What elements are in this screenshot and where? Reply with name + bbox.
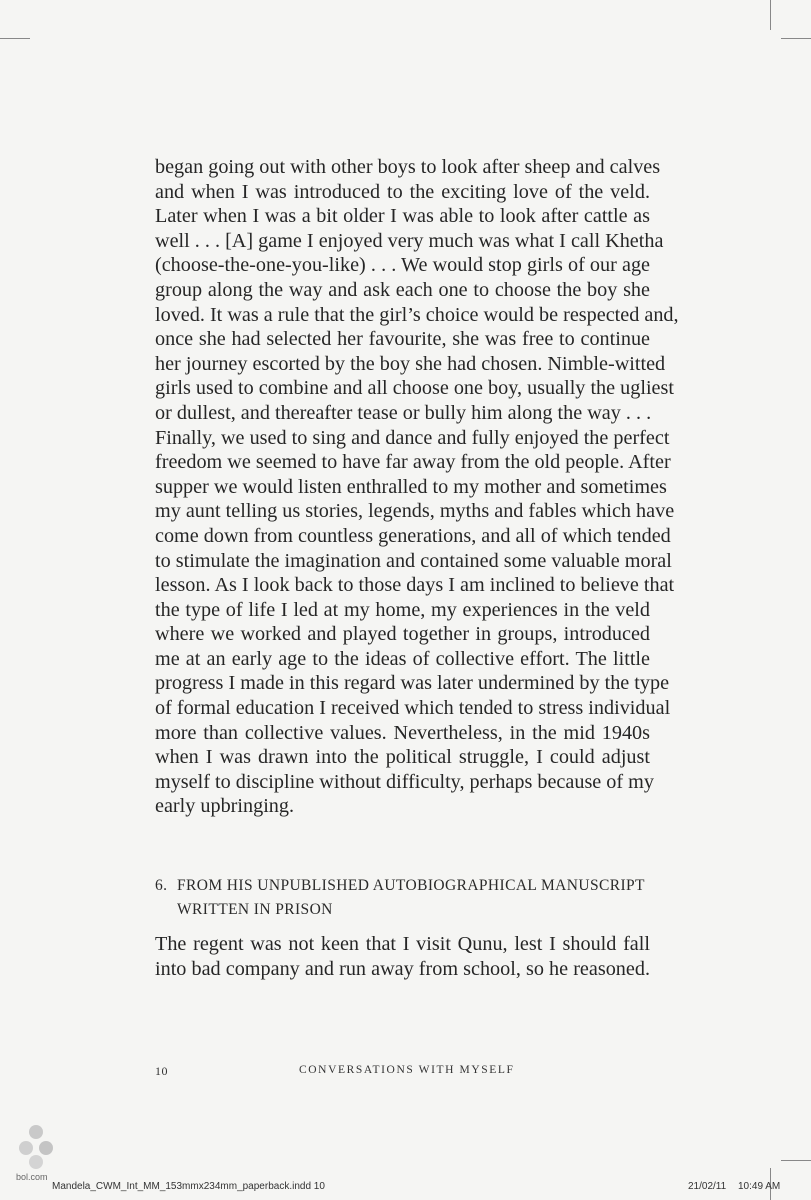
text-line: began going out with other boys to look after sheep and calves: [155, 156, 661, 178]
bol-logo-icon: [14, 1120, 58, 1172]
text-line: my aunt telling us stories, legends, myths and fables which have: [155, 500, 675, 523]
section-title-line: WRITTEN IN PRISON: [177, 901, 333, 918]
section-heading: [155, 874, 650, 922]
text-line: lesson. As I look back to those days I am inclined to believe that: [155, 574, 675, 597]
text-line: when I was drawn into the political struggle, I could adjust: [155, 746, 650, 769]
text-line: into bad company and run away from school, so he reasoned.: [155, 957, 650, 980]
crop-mark: [781, 1160, 811, 1161]
body-paragraph: [155, 932, 650, 981]
text-line: her journey escorted by the boy she had chosen. Nimble-witted: [155, 352, 666, 375]
running-title: CONVERSATIONS WITH MYSELF: [299, 1064, 515, 1076]
text-line: (choose-the-one-you-like) . . . We would stop girls of our age: [155, 254, 650, 277]
text-line: loved. It was a rule that the girl’s choice would be respected and,: [155, 303, 679, 326]
text-line: where we worked and played together in groups, introduced: [155, 623, 650, 646]
section-number: 6.: [155, 877, 168, 894]
text-line: to stimulate the imagination and contained some valuable moral: [155, 549, 672, 572]
text-line: of formal education I received which tended to stress individual: [155, 697, 671, 720]
text-line: the type of life I led at my home, my experiences in the veld: [155, 598, 650, 621]
section-title-line: FROM HIS UNPUBLISHED AUTOBIOGRAPHICAL MANUSCRIPT: [177, 877, 645, 894]
text-line: Finally, we used to sing and dance and fully enjoyed the perfect: [155, 426, 670, 449]
text-line: freedom we seemed to have far away from the old people. After: [155, 451, 671, 474]
text-line: Later when I was a bit older I was able to look after cattle as: [155, 205, 650, 228]
text-line: group along the way and ask each one to choose the boy she: [155, 278, 650, 301]
text-line: more than collective values. Nevertheless, in the mid 1940s: [155, 721, 650, 744]
text-line: or dullest, and thereafter tease or bully him along the way . . .: [155, 401, 652, 424]
text-line: The regent was not keen that I visit Qunu, lest I should fall: [155, 933, 650, 955]
text-line: supper we would listen enthralled to my mother and sometimes: [155, 475, 667, 498]
text-line: come down from countless generations, and all of which tended: [155, 524, 671, 547]
text-line: me at an early age to the ideas of collective effort. The little: [155, 647, 650, 670]
text-line: once she had selected her favourite, she was free to continue: [155, 328, 650, 351]
crop-mark: [770, 0, 771, 30]
crop-mark: [0, 38, 30, 39]
logo-text: bol.com: [16, 1172, 48, 1182]
text-line: myself to discipline without difficulty, perhaps because of my: [155, 770, 654, 793]
text-line: and when I was introduced to the exciting love of the veld.: [155, 180, 650, 203]
text-line: well . . . [A] game I enjoyed very much was what I call Khetha: [155, 229, 664, 252]
slug-date: 21/02/11: [688, 1181, 727, 1192]
text-line: girls used to combine and all choose one boy, usually the ugliest: [155, 377, 674, 400]
slug-filename: Mandela_CWM_Int_MM_153mmx234mm_paperback.indd 10: [52, 1181, 325, 1192]
text-line: progress I made in this regard was later undermined by the type: [155, 672, 670, 695]
body-paragraph: [155, 155, 679, 819]
slug-time: 10:49 AM: [738, 1181, 781, 1192]
text-line: early upbringing.: [155, 795, 295, 818]
crop-mark: [781, 38, 811, 39]
page-number: 10: [155, 1064, 168, 1078]
